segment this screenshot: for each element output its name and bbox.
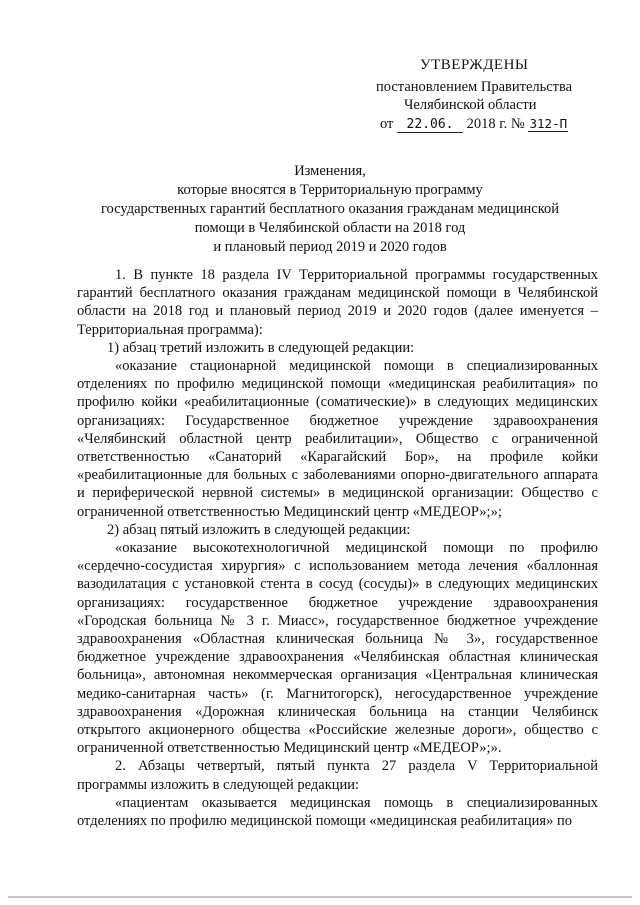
approval-title: УТВЕРЖДЕНЫ bbox=[420, 57, 529, 73]
heading-line: помощи в Челябинской области на 2018 год bbox=[194, 220, 466, 236]
approval-line-region: Челябинской области bbox=[404, 97, 537, 113]
heading-line: государственных гарантий бесплатного оказания гражданам медицинской bbox=[100, 201, 560, 217]
approval-line-government: постановлением Правительства bbox=[376, 79, 573, 95]
paragraph-2-text: «пациентам оказывается медицинская помощь в специализированных отделениях по профилю медицинской помощи «медицинская реабилитация» по bbox=[77, 794, 598, 830]
paragraph-2: 2. Абзацы четвертый, пятый пункта 27 раздела V Территориальной программы изложить в следующей редакции: bbox=[77, 758, 598, 793]
year-label: 2018 г. № bbox=[466, 116, 525, 132]
document-body bbox=[77, 266, 598, 830]
document-heading bbox=[60, 162, 600, 257]
paragraph-1-item-1-text: «оказание стационарной медицинской помощи в специализированных отделениях по профилю медицинской помощи «медицинская реабилитация» по профилю койки «реабилитационные (соматические)» в следующих медицинских организациях: Государственное бюджетное учреждение здравоохранения «Челябинский областной центр реабилитации», Общество с ограниченной ответственностью «Санаторий «Карагайский Бор», на профиле койки «реабилитационные для больных с заболеваниями опорно-двигательного аппарата и периферической нервной системы» в медицинской организации: Общество с ограниченной ответственностью Медицинский центр «МЕДЕОР»;»; bbox=[77, 358, 598, 520]
from-label: от bbox=[380, 116, 394, 132]
paragraph-1: 1. В пункте 18 раздела IV Территориальной программы государственных гарантий бесплатного оказания гражданам медицинской помощи в Челябинской области на 2018 год и плановый период 2019 и 2020 годов (далее именуется – Территориальная программа): bbox=[77, 267, 598, 338]
scan-edge-line bbox=[8, 896, 632, 898]
paragraph-1-item-2-text: «оказание высокотехнологичной медицинской помощи по профилю «сердечно-сосудистая хирургия» с использованием метода лечения «баллонная вазодилатация с установкой стента в сосуд (сосуды)» в следующих медицинских организациях: государственное бюджетное учреждение здравоохранения «Городская больница № 3 г. Миасс», государственное бюджетное учреждение здравоохранения «Областная клиническая больница № 3», государственное бюджетное учреждение здравоохранения «Челябинская областная клиническая больница», автономная некоммерческая организация «Центральная клиническая медико-санитарная часть» (г. Магнитогорск), негосударственное учреждение здравоохранения «Дорожная клиническая больница на станции Челябинск открытого акционерного общества «Российские железные дороги», общество с ограниченной ответственностью Медицинский центр «МЕДЕОР»;». bbox=[77, 540, 598, 757]
paragraph-1-item-2: 2) абзац пятый изложить в следующей редакции: bbox=[107, 521, 411, 538]
number-field: 312-П bbox=[529, 116, 568, 131]
heading-line: Изменения, bbox=[294, 163, 366, 179]
paragraph-1-item-1: 1) абзац третий изложить в следующей редакции: bbox=[107, 339, 415, 356]
heading-line: которые вносятся в Территориальную программу bbox=[177, 182, 483, 198]
heading-line: и плановый период 2019 и 2020 годов bbox=[213, 239, 447, 255]
approval-date-line bbox=[380, 115, 568, 134]
date-field: 22.06. bbox=[397, 117, 463, 133]
